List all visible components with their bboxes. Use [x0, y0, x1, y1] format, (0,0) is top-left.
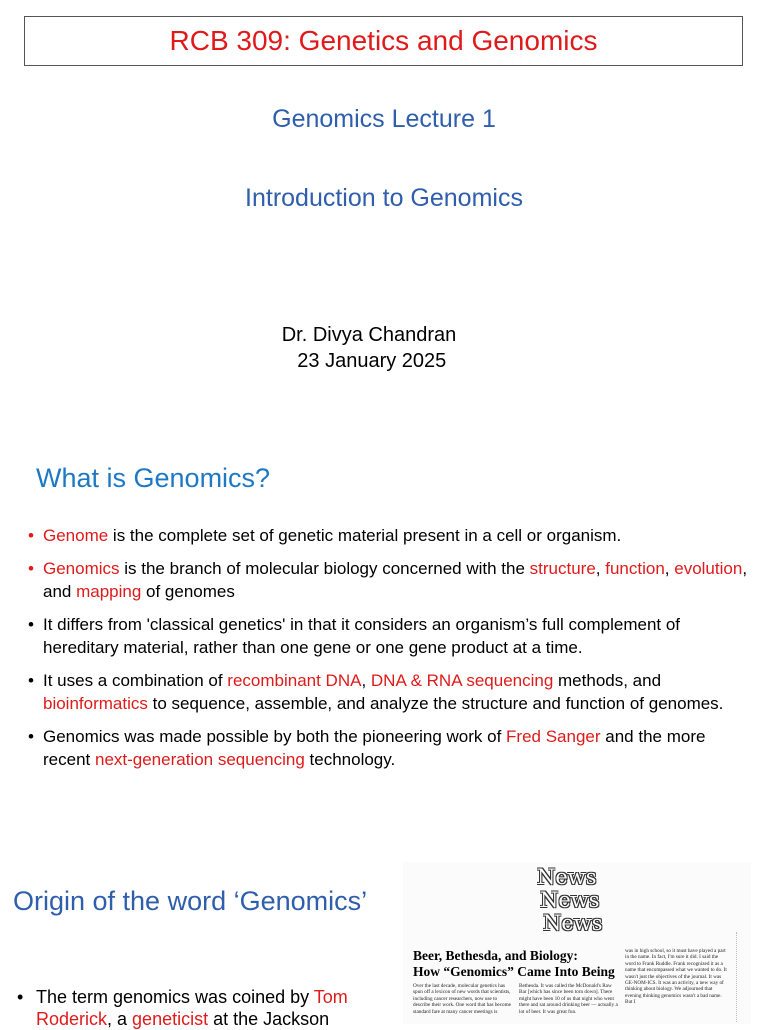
bullet-text-segment: is the complete set of genetic material present in a cell or organism.	[108, 526, 622, 545]
bullet-text-segment: and the more recent	[43, 727, 706, 769]
bullet-text-segment: The term genomics was coined by	[36, 987, 314, 1007]
highlight-term: function	[605, 559, 665, 578]
lecture-date: 23 January 2025	[291, 350, 447, 372]
lecture-topic: Introduction to Genomics	[245, 184, 523, 212]
highlight-term: Genomics	[43, 559, 120, 578]
clipping-edge	[736, 932, 743, 1022]
highlight-term: Genome	[43, 526, 109, 545]
highlight-term: recombinant DNA	[227, 671, 362, 690]
bullet-text-segment: It uses a combination of	[43, 671, 228, 690]
bullet-text-segment: Genomics was made possible by both the pioneering work of	[43, 727, 507, 746]
highlight-term: Tom Roderick	[36, 987, 348, 1029]
headline-line-2: How “Genomics” Came Into Being	[413, 964, 615, 979]
bullet-text-segment: ,	[595, 559, 606, 578]
course-title-box	[24, 16, 743, 66]
highlight-term: evolution	[674, 559, 743, 578]
bullet-dot: •	[28, 671, 34, 690]
bullet-text-segment: , and	[43, 559, 748, 601]
news-logo-word: News	[537, 865, 597, 889]
clipping-column-3: was in high school, so it must have played a part in the name. In fact, I'm sure it did. I said the word to Frank Ruddle. Frank recognized it as a name that encompassed what we wanted to do. It wasn't just the objectives of the journal. It was GE-NOM-ICS. It was an activity, a new way of thinking about biology. We adjourned that evening thinking genomics wasn't a bad name. But I	[625, 948, 727, 1006]
news-logo-word: News	[543, 911, 603, 935]
highlight-term: Fred Sanger	[506, 727, 601, 746]
section-heading-what-is-genomics: What is Genomics?	[36, 463, 271, 493]
bullet-text-segment: is the branch of molecular biology concerned with the	[119, 559, 530, 578]
highlight-term: next-generation sequencing	[94, 750, 305, 769]
news-clipping	[403, 862, 751, 1024]
news-logo-word: News	[540, 888, 600, 912]
bullet-item	[28, 669, 748, 715]
author-name: Dr. Divya Chandran	[281, 324, 457, 346]
bullet-text-segment: , a	[107, 1009, 133, 1029]
bullet-text-segment: technology.	[304, 750, 396, 769]
author-block	[0, 322, 738, 374]
course-title: RCB 309: Genetics and Genomics	[169, 25, 598, 56]
highlight-term: geneticist	[132, 1009, 209, 1029]
news-logo	[537, 865, 603, 940]
bullet-item	[28, 524, 748, 547]
highlight-term: bioinformatics	[43, 694, 148, 713]
bullet-text-segment: of genomes	[141, 582, 235, 601]
clipping-headline	[413, 948, 623, 980]
bullet-text-segment: methods, and	[553, 671, 662, 690]
bullet-item	[28, 725, 748, 771]
bullet-text-segment: It differs from 'classical genetics' in that it considers an organism’s full complement of hereditary material, rather than one gene or one gene product at a time.	[43, 615, 681, 657]
bullet-dot: •	[28, 615, 34, 634]
highlight-term: structure	[529, 559, 596, 578]
section-heading-origin: Origin of the word ‘Genomics’	[13, 886, 368, 916]
headline-line-1: Beer, Bethesda, and Biology:	[413, 948, 578, 963]
bullet-text-segment: ,	[361, 671, 371, 690]
bullet-dot: •	[28, 727, 34, 746]
lecture-number: Genomics Lecture 1	[272, 105, 496, 133]
bullet-text-segment: at the Jackson	[208, 1009, 330, 1029]
origin-bullet-text	[36, 986, 396, 1030]
bullet-text-segment: ,	[664, 559, 675, 578]
bullet-item	[28, 557, 748, 603]
clipping-column-2: Bethesda. It was called the McDonald's Raw Bar [which has since been torn down]. There might have been 10 of us that night who went there and sat around drinking beer — actually a lot of beer. It was great fun.	[519, 983, 618, 1015]
bullet-dot: •	[17, 987, 24, 1007]
bullet-text-segment: to sequence, assemble, and analyze the structure and function of genomes.	[147, 694, 724, 713]
bullet-dot: •	[28, 559, 34, 578]
clipping-column-1: Over the last decade, molecular genetics has spun off a lexicon of new words that scientists, including cancer researchers, now use to describe their work. One word that has become standard fare at many cancer meetings is	[413, 983, 511, 1015]
highlight-term: DNA & RNA sequencing	[370, 671, 554, 690]
bullet-item	[28, 613, 748, 659]
bullet-dot: •	[28, 526, 34, 545]
highlight-term: mapping	[76, 582, 142, 601]
genomics-bullet-list	[28, 524, 748, 781]
